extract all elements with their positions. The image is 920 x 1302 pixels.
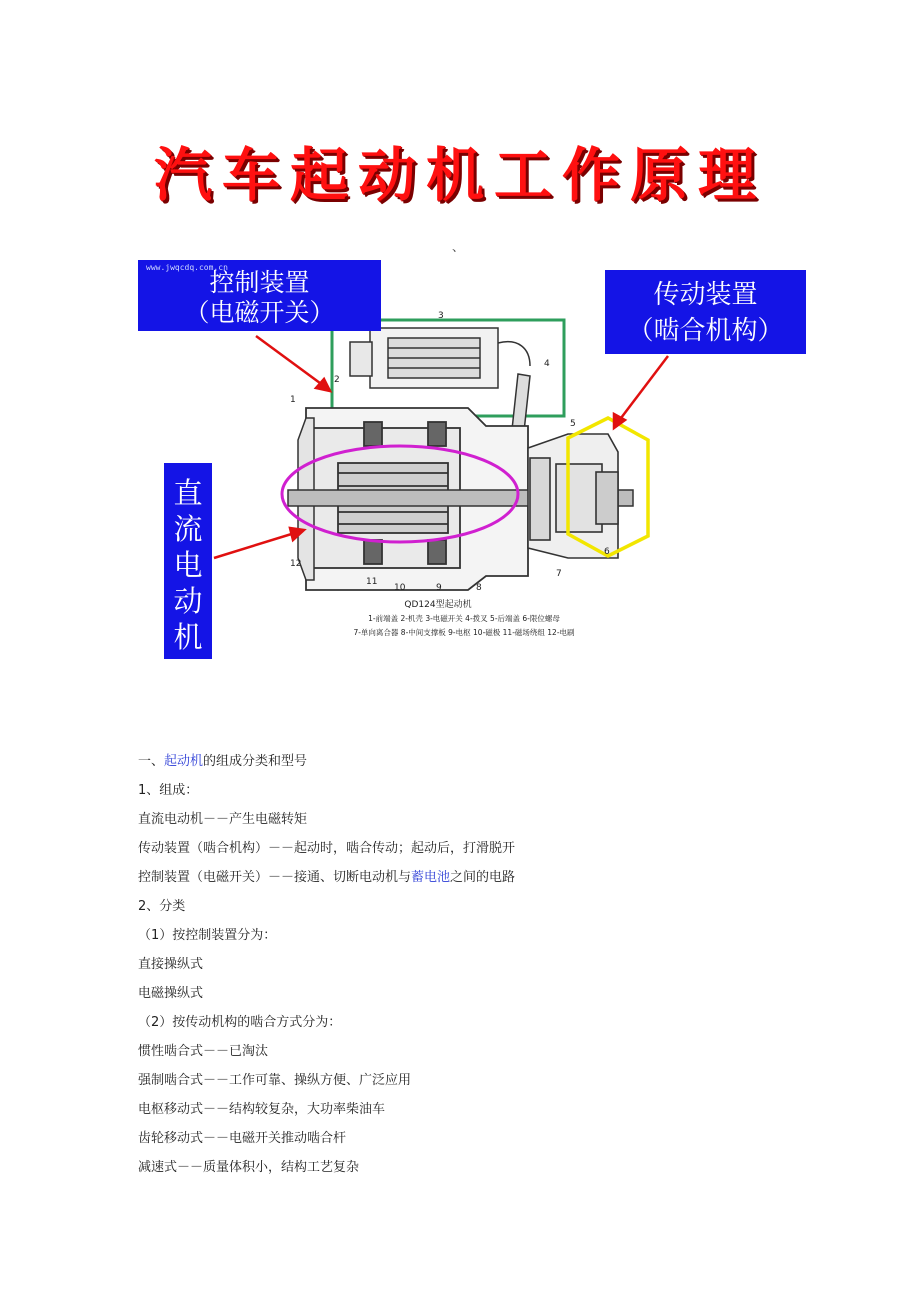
transmission-device-subtitle: （啮合机构）: [627, 316, 784, 346]
paragraph-line: 控制装置（电磁开关）－－接通、切断电动机与蓄电池之间的电路: [138, 870, 516, 885]
dc-motor-char: 动: [173, 584, 203, 618]
part-number: 7: [556, 569, 562, 579]
paragraph-line: 强制啮合式－－工作可靠、操纵方便、广泛应用: [138, 1073, 412, 1088]
paragraph-line: 传动装置（啮合机构）－－起动时，啮合传动；起动后，打滑脱开: [138, 841, 516, 856]
part-number: 1: [290, 395, 296, 405]
paragraph-line: （1）按控制装置分为：: [138, 928, 277, 943]
diagram-caption-title: QD124型起动机: [404, 600, 472, 610]
page-title: 汽车起动机工作原理: [153, 141, 766, 209]
part-number: 8: [476, 583, 482, 593]
part-number: 5: [570, 419, 576, 429]
solenoid-body: [350, 328, 530, 388]
starter-motor-diagram: [138, 258, 808, 660]
dc-motor-char: 流: [173, 512, 203, 546]
transmission-device-title: 传动装置: [653, 280, 758, 310]
dc-motor-label: [164, 463, 212, 659]
paragraph-line: 惯性啮合式－－已淘汰: [138, 1044, 269, 1059]
stray-mark: 、: [452, 240, 465, 254]
paragraph-line: 齿轮移动式－－电磁开关推动啮合杆: [138, 1131, 347, 1146]
part-number: 4: [544, 359, 550, 369]
starter-link[interactable]: 起动机: [164, 754, 204, 769]
subheading-composition: 1、组成：: [138, 783, 199, 798]
dc-motor-char: 电: [173, 548, 203, 582]
watermark-url: www.jwqcdq.com.cn: [146, 263, 228, 272]
part-number: 10: [394, 583, 406, 593]
body-text: [138, 750, 838, 1185]
part-number: 9: [436, 583, 442, 593]
part-number: 11: [366, 577, 378, 587]
paragraph-line: （2）按传动机构的啮合方式分为：: [138, 1015, 342, 1030]
part-number: 3: [438, 311, 444, 321]
part-number: 6: [604, 547, 610, 557]
drive-end: [528, 434, 618, 558]
part-number: 12: [290, 559, 302, 569]
paragraph-line: 直流电动机－－产生电磁转矩: [138, 812, 308, 827]
transmission-device-label: [605, 270, 806, 354]
battery-link[interactable]: 蓄电池: [411, 870, 451, 885]
diagram-caption-row-2: 7-单向离合器 8-中间支撑板 9-电枢 10-磁极 11-磁场绕组 12-电刷: [353, 628, 575, 637]
paragraph-line: 减速式－－质量体积小，结构工艺复杂: [138, 1160, 360, 1175]
dc-motor-char: 机: [173, 620, 203, 654]
control-device-title: 控制装置: [209, 268, 310, 297]
paragraph-line: 直接操纵式: [138, 957, 204, 972]
paragraph-line: 电磁操纵式: [138, 986, 204, 1001]
part-number: 2: [334, 375, 340, 385]
subheading-classification: 2、分类: [138, 899, 186, 914]
paragraph-line: 电枢移动式－－结构较复杂，大功率柴油车: [138, 1102, 386, 1117]
diagram-caption-row-1: 1-前端盖 2-机壳 3-电磁开关 4-拨叉 5-后端盖 6-限位螺母: [368, 614, 560, 623]
section-heading: 一、起动机的组成分类和型号: [138, 754, 308, 769]
control-device-label: [138, 260, 381, 331]
control-device-subtitle: （电磁开关）: [184, 298, 335, 327]
dc-motor-char: 直: [173, 476, 203, 510]
